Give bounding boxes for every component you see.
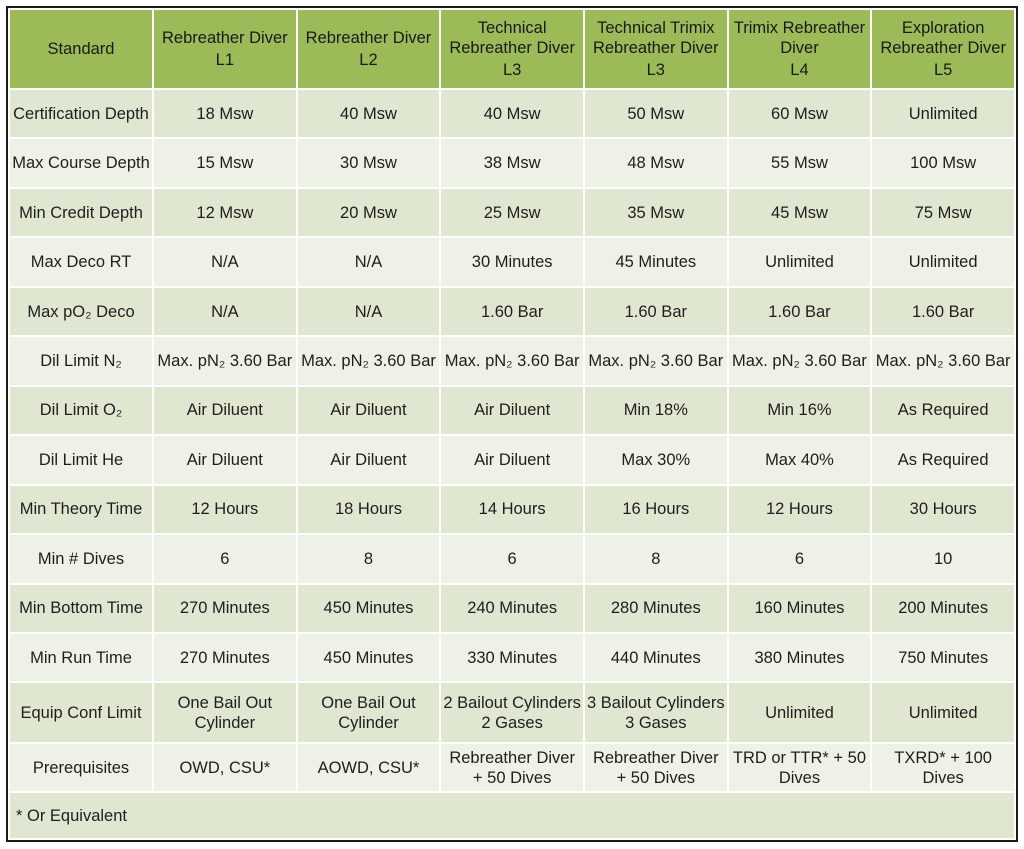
row-label: Min # Dives: [10, 535, 152, 582]
table-cell: 200 Minutes: [872, 585, 1014, 632]
table-row: [10, 683, 1014, 742]
row-label: Min Theory Time: [10, 486, 152, 533]
table-cell: 240 Minutes: [441, 585, 583, 632]
table-cell: 75 Msw: [872, 189, 1014, 236]
table-cell: AOWD, CSU*: [298, 744, 440, 791]
table-cell: 12 Hours: [154, 486, 296, 533]
header-col-title: Rebreather Diver: [162, 29, 288, 47]
table-cell: 48 Msw: [585, 139, 727, 186]
table-cell: 30 Hours: [872, 486, 1014, 533]
table-cell: 100 Msw: [872, 139, 1014, 186]
table-row: [10, 139, 1014, 186]
table-cell: Max. pN₂ 3.60 Bar: [154, 337, 296, 384]
table-cell: Max 30%: [585, 436, 727, 483]
table-cell: 1.60 Bar: [441, 288, 583, 335]
table-cell: Air Diluent: [441, 387, 583, 434]
table-cell: Air Diluent: [154, 387, 296, 434]
table-cell: 450 Minutes: [298, 585, 440, 632]
header-col-title: Rebreather Diver: [305, 29, 432, 47]
table-cell: 12 Hours: [729, 486, 871, 533]
table-body: [10, 90, 1014, 838]
table-row: [10, 486, 1014, 533]
table-cell: N/A: [298, 238, 440, 285]
table-cell: Unlimited: [729, 238, 871, 285]
header-row: [10, 10, 1014, 88]
footnote-row: [10, 793, 1014, 838]
table-cell: 440 Minutes: [585, 634, 727, 681]
table-row: [10, 634, 1014, 681]
table-cell: 18 Msw: [154, 90, 296, 137]
table-cell: Unlimited: [872, 90, 1014, 137]
certification-standards-table-frame: [6, 6, 1018, 842]
table-cell: Unlimited: [729, 683, 871, 742]
table-cell: 160 Minutes: [729, 585, 871, 632]
table-row: [10, 744, 1014, 791]
table-cell: 8: [298, 535, 440, 582]
table-cell: 6: [729, 535, 871, 582]
table-cell: Max. pN₂ 3.60 Bar: [729, 337, 871, 384]
table-cell: Rebreather Diver + 50 Dives: [585, 744, 727, 791]
table-cell: 40 Msw: [298, 90, 440, 137]
table-row: [10, 535, 1014, 582]
header-col-5: [729, 10, 871, 88]
row-label: Dil Limit He: [10, 436, 152, 483]
table-cell: 14 Hours: [441, 486, 583, 533]
table-cell: Air Diluent: [441, 436, 583, 483]
header-col-2: [298, 10, 440, 88]
header-col-title: Technical Trimix Rebreather Diver: [592, 19, 719, 57]
table-cell: Min 16%: [729, 387, 871, 434]
table-cell: N/A: [154, 288, 296, 335]
table-cell: 270 Minutes: [154, 585, 296, 632]
table-cell: 450 Minutes: [298, 634, 440, 681]
table-cell: Max. pN₂ 3.60 Bar: [585, 337, 727, 384]
table-row: [10, 238, 1014, 285]
header-col-level: L2: [359, 51, 378, 69]
header-col-4: [585, 10, 727, 88]
table-cell: 50 Msw: [585, 90, 727, 137]
row-label: Certification Depth: [10, 90, 152, 137]
table-cell: 6: [154, 535, 296, 582]
table-row: [10, 288, 1014, 335]
table-cell: TXRD* + 100 Dives: [872, 744, 1014, 791]
header-col-level: L4: [790, 61, 809, 79]
table-row: [10, 90, 1014, 137]
table-cell: Max. pN₂ 3.60 Bar: [298, 337, 440, 384]
table-cell: 12 Msw: [154, 189, 296, 236]
table-cell: 1.60 Bar: [585, 288, 727, 335]
header-col-level: L3: [646, 61, 665, 79]
table-cell: Air Diluent: [298, 436, 440, 483]
table-cell: OWD, CSU*: [154, 744, 296, 791]
row-label: Min Run Time: [10, 634, 152, 681]
table-cell: 20 Msw: [298, 189, 440, 236]
table-cell: 280 Minutes: [585, 585, 727, 632]
table-cell: 3 Bailout Cylinders 3 Gases: [585, 683, 727, 742]
row-label: Max Deco RT: [10, 238, 152, 285]
table-cell: 35 Msw: [585, 189, 727, 236]
table-cell: Rebreather Diver + 50 Dives: [441, 744, 583, 791]
header-col-3: [441, 10, 583, 88]
row-label: Min Credit Depth: [10, 189, 152, 236]
table-cell: As Required: [872, 436, 1014, 483]
table-cell: 380 Minutes: [729, 634, 871, 681]
table-cell: One Bail Out Cylinder: [154, 683, 296, 742]
header-col-title: Technical Rebreather Diver: [449, 19, 575, 57]
table-cell: 8: [585, 535, 727, 582]
table-cell: 25 Msw: [441, 189, 583, 236]
table-cell: Max 40%: [729, 436, 871, 483]
table-cell: Air Diluent: [154, 436, 296, 483]
table-cell: N/A: [298, 288, 440, 335]
table-cell: Air Diluent: [298, 387, 440, 434]
table-cell: Max. pN₂ 3.60 Bar: [441, 337, 583, 384]
table-cell: Min 18%: [585, 387, 727, 434]
table-row: [10, 436, 1014, 483]
row-label: Min Bottom Time: [10, 585, 152, 632]
row-label: Max Course Depth: [10, 139, 152, 186]
row-label: Max pO₂ Deco: [10, 288, 152, 335]
table-cell: 30 Minutes: [441, 238, 583, 285]
table-cell: 2 Bailout Cylinders 2 Gases: [441, 683, 583, 742]
table-cell: 55 Msw: [729, 139, 871, 186]
table-cell: 6: [441, 535, 583, 582]
table-cell: TRD or TTR* + 50 Dives: [729, 744, 871, 791]
table-cell: 38 Msw: [441, 139, 583, 186]
header-col-level: L1: [215, 51, 234, 69]
header-col-level: L3: [502, 61, 522, 79]
table-row: [10, 387, 1014, 434]
table-cell: 270 Minutes: [154, 634, 296, 681]
table-cell: Unlimited: [872, 238, 1014, 285]
footnote: * Or Equivalent: [10, 793, 1014, 838]
table-cell: 1.60 Bar: [872, 288, 1014, 335]
table-cell: 30 Msw: [298, 139, 440, 186]
row-label: Prerequisites: [10, 744, 152, 791]
table-cell: 15 Msw: [154, 139, 296, 186]
header-col-title: Trimix Rebreather Diver: [733, 19, 866, 57]
header-col-title: Exploration Rebreather Diver: [880, 19, 1006, 57]
header-col-6: [872, 10, 1014, 88]
row-label: Equip Conf Limit: [10, 683, 152, 742]
table-cell: 330 Minutes: [441, 634, 583, 681]
table-cell: As Required: [872, 387, 1014, 434]
table-cell: Unlimited: [872, 683, 1014, 742]
row-label: Dil Limit N₂: [10, 337, 152, 384]
table-cell: N/A: [154, 238, 296, 285]
table-cell: 45 Msw: [729, 189, 871, 236]
table-cell: 10: [872, 535, 1014, 582]
table-cell: Max. pN₂ 3.60 Bar: [872, 337, 1014, 384]
table-row: [10, 585, 1014, 632]
header-col-1: [154, 10, 296, 88]
table-row: [10, 189, 1014, 236]
table-cell: 18 Hours: [298, 486, 440, 533]
table-cell: 750 Minutes: [872, 634, 1014, 681]
header-standard: Standard: [10, 10, 152, 88]
table-cell: 40 Msw: [441, 90, 583, 137]
table-cell: One Bail Out Cylinder: [298, 683, 440, 742]
row-label: Dil Limit O₂: [10, 387, 152, 434]
table-cell: 16 Hours: [585, 486, 727, 533]
table-cell: 1.60 Bar: [729, 288, 871, 335]
table-cell: 60 Msw: [729, 90, 871, 137]
table-row: [10, 337, 1014, 384]
table-cell: 45 Minutes: [585, 238, 727, 285]
certification-standards-table: [8, 8, 1016, 840]
header-col-level: L5: [933, 61, 953, 79]
